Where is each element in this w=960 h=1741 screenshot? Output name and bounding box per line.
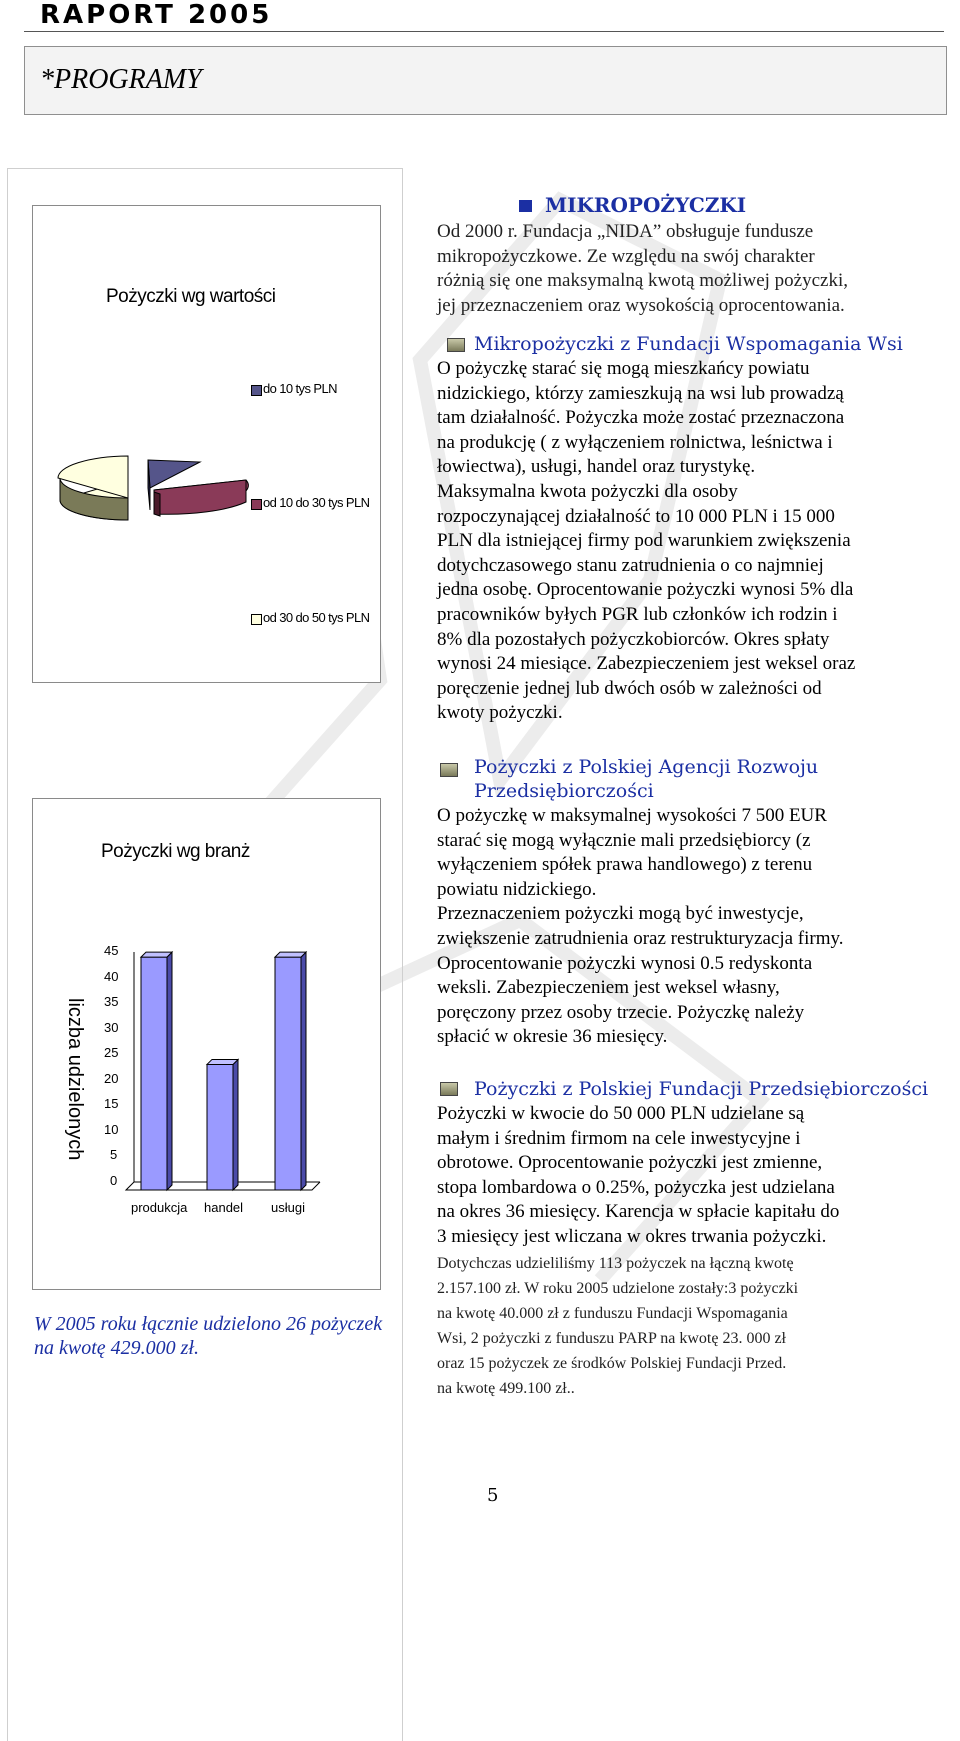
program-bullet-icon bbox=[440, 1082, 458, 1096]
body-line: Oprocentowanie pożyczki wynosi 0.5 redyskonta bbox=[437, 952, 813, 974]
section-heading: MIKROPOŻYCZKI bbox=[545, 193, 747, 217]
program-2-heading-line-2: Przedsiębiorczości bbox=[474, 780, 654, 802]
body-line: pracowników byłych PGR lub członków ich rodzin i bbox=[437, 603, 838, 625]
intro-paragraph bbox=[437, 220, 956, 318]
body-line: na kwotę 499.100 zł.. bbox=[437, 1380, 575, 1397]
report-title: RAPORT 2005 bbox=[40, 0, 273, 30]
body-line: tam działalność. Pożyczka może zostać przeznaczona bbox=[437, 407, 845, 429]
body-line: na produkcję ( z wyłączeniem rolnictwa, leśnictwa i bbox=[437, 431, 833, 453]
bar-top-produkcja bbox=[141, 952, 172, 957]
program-2-body bbox=[437, 804, 956, 1050]
legend-swatch-30-50 bbox=[251, 614, 262, 625]
body-line: nidzickiego, którzy zamieszkują na wsi lub prowadzą bbox=[437, 382, 844, 404]
body-line: wyłączeniem spółek prawa handlowego) z terenu bbox=[437, 854, 813, 876]
body-line: starać się mogą wyłącznie mali przedsiębiorcy (z bbox=[437, 829, 811, 851]
body-line: 8% dla pozostałych pożyczkobiorców. Okres spłaty bbox=[437, 628, 830, 650]
body-line: Wsi, 2 pożyczki z funduszu PARP na kwotę 23. 000 zł bbox=[437, 1330, 786, 1347]
body-line: stopa lombardowa o 0.25%, pożyczka jest udzielana bbox=[437, 1176, 835, 1198]
program-bullet-icon bbox=[447, 338, 465, 352]
body-line: rozpoczynającej działalność to 10 000 PLN i 15 000 bbox=[437, 505, 835, 527]
body-line: małym i średnim firmom na cele inwestycyjne i bbox=[437, 1127, 801, 1149]
body-line: na kwotę 40.000 zł z funduszu Fundacji Wspomagania bbox=[437, 1305, 788, 1322]
pie-slice-10-30-side bbox=[154, 492, 160, 516]
intro-line: Od 2000 r. Fundacja „NIDA” obsługuje fundusze bbox=[437, 221, 814, 242]
bar-handel bbox=[207, 1064, 233, 1190]
y-tick-label: 0 bbox=[110, 1173, 118, 1188]
body-line: zwiększenie zatrudnienia oraz restrukturyzacja firmy. bbox=[437, 927, 844, 949]
body-line: wynosi 24 miesiące. Zabezpieczeniem jest weksel oraz bbox=[437, 653, 856, 675]
body-line: łowiectwa), usługi, handel oraz turystykę. bbox=[437, 456, 756, 478]
bar-side-usługi bbox=[301, 952, 306, 1190]
x-tick-handel: handel bbox=[204, 1200, 244, 1215]
body-line: na okres 36 miesięcy. Karencja w spłacie kapitału do bbox=[437, 1201, 840, 1223]
body-line: Przeznaczeniem pożyczki mogą być inwestycje, bbox=[437, 903, 804, 925]
body-line: dotychczasowego stanu zatrudnienia o co najmniej bbox=[437, 554, 824, 576]
section-label: *PROGRAMY bbox=[40, 64, 202, 95]
x-tick-uslugi: usługi bbox=[271, 1200, 305, 1215]
body-line: powiatu nidzickiego. bbox=[437, 878, 597, 900]
body-line: jedna osobę. Oprocentowanie pożyczki wynosi 5% dla bbox=[437, 579, 854, 601]
title-rule bbox=[24, 31, 944, 32]
y-tick-label: 5 bbox=[110, 1147, 118, 1163]
body-line: weksli. Zabezpieczeniem jest weksel własny, bbox=[437, 977, 780, 999]
pie-slice-0-10 bbox=[148, 460, 200, 488]
program-3-heading: Pożyczki z Polskiej Fundacji Przedsiębiorczości bbox=[474, 1078, 929, 1100]
bar-usługi bbox=[275, 957, 301, 1190]
program-bullet-icon bbox=[440, 763, 458, 777]
body-line: obrotowe. Oprocentowanie pożyczki jest zmienne, bbox=[437, 1152, 823, 1174]
body-line: 3 miesięcy jest wliczana w okres trwania pożyczki. bbox=[437, 1225, 827, 1247]
body-line: 2.157.100 zł. W roku 2005 udzielone zostały:3 pożyczki bbox=[437, 1280, 799, 1297]
body-line: spłacić w okresie 36 miesięcy. bbox=[437, 1026, 668, 1048]
section-bullet-icon bbox=[519, 200, 532, 212]
bar-top-usługi bbox=[275, 952, 306, 957]
body-line: O pożyczkę w maksymalnej wysokości 7 500 EUR bbox=[437, 805, 827, 826]
pie-chart-title: Pożyczki wg wartości bbox=[106, 286, 276, 307]
legend-label-30-50: od 30 do 50 tys PLN bbox=[263, 610, 370, 625]
body-line: PLN dla istniejącej firmy pod warunkiem zwiększenia bbox=[437, 530, 851, 552]
pie-slice-10-30 bbox=[154, 480, 246, 514]
bar-chart-ylabel: liczba udzielonych bbox=[64, 998, 86, 1161]
intro-line: mikropożyczkowe. Ze względu na swój charakter bbox=[437, 245, 815, 267]
y-tick-label: 45 bbox=[104, 943, 119, 958]
page-number: 5 bbox=[487, 1485, 499, 1506]
bar-produkcja bbox=[141, 957, 167, 1190]
body-line: Pożyczki w kwocie do 50 000 PLN udzielane są bbox=[437, 1103, 805, 1124]
y-tick-label: 35 bbox=[104, 994, 119, 1010]
body-line: Maksymalna kwota pożyczki dla osoby bbox=[437, 480, 738, 502]
program-3-body bbox=[437, 1102, 956, 1250]
bar-top-handel bbox=[207, 1059, 238, 1064]
loans-summary: W 2005 roku łącznie udzielono 26 pożyczek na kwotę 429.000 zł. bbox=[34, 1313, 383, 1359]
pie-chart-plot bbox=[50, 440, 260, 550]
y-tick-label: 10 bbox=[104, 1121, 119, 1137]
body-line: oraz 15 pożyczek ze środków Polskiej Fundacji Przed. bbox=[437, 1355, 787, 1372]
program-1-body bbox=[437, 357, 956, 726]
bar-chart-title: Pożyczki wg branż bbox=[101, 841, 250, 862]
intro-line: różnią się one maksymalną kwotą możliwej pożyczki, bbox=[437, 270, 849, 292]
y-tick-label: 25 bbox=[104, 1045, 119, 1061]
bar-chart-plot bbox=[120, 930, 340, 1200]
program-3-summary bbox=[437, 1251, 956, 1401]
body-line: Dotychczas udzieliliśmy 113 pożyczek na łączną kwotę bbox=[437, 1255, 794, 1272]
body-line: poręczony przez osoby trzecie. Pożyczkę należy bbox=[437, 1001, 805, 1023]
y-tick-label: 40 bbox=[104, 968, 119, 984]
program-1-heading: Mikropożyczki z Fundacji Wspomagania Wsi bbox=[474, 333, 903, 355]
y-tick-label: 20 bbox=[104, 1070, 119, 1086]
legend-swatch-10-30 bbox=[251, 499, 262, 510]
bar-side-handel bbox=[233, 1059, 238, 1190]
body-line: kwoty pożyczki. bbox=[437, 702, 563, 724]
program-2-heading-line-1: Pożyczki z Polskiej Agencji Rozwoju bbox=[474, 756, 819, 778]
body-line: O pożyczkę starać się mogą mieszkańcy powiatu bbox=[437, 358, 810, 379]
legend-swatch-0-10 bbox=[251, 385, 262, 396]
legend-label-0-10: do 10 tys PLN bbox=[263, 381, 337, 396]
intro-line: jej przeznaczeniem oraz wysokością oprocentowania. bbox=[437, 294, 845, 316]
legend-label-10-30: od 10 do 30 tys PLN bbox=[263, 495, 370, 510]
y-tick-label: 15 bbox=[104, 1096, 119, 1112]
bar-side-produkcja bbox=[167, 952, 172, 1190]
body-line: poręczenie jednej lub dwóch osób w zależności od bbox=[437, 677, 822, 699]
y-tick-label: 30 bbox=[104, 1019, 119, 1035]
x-tick-produkcja: produkcja bbox=[131, 1200, 188, 1215]
